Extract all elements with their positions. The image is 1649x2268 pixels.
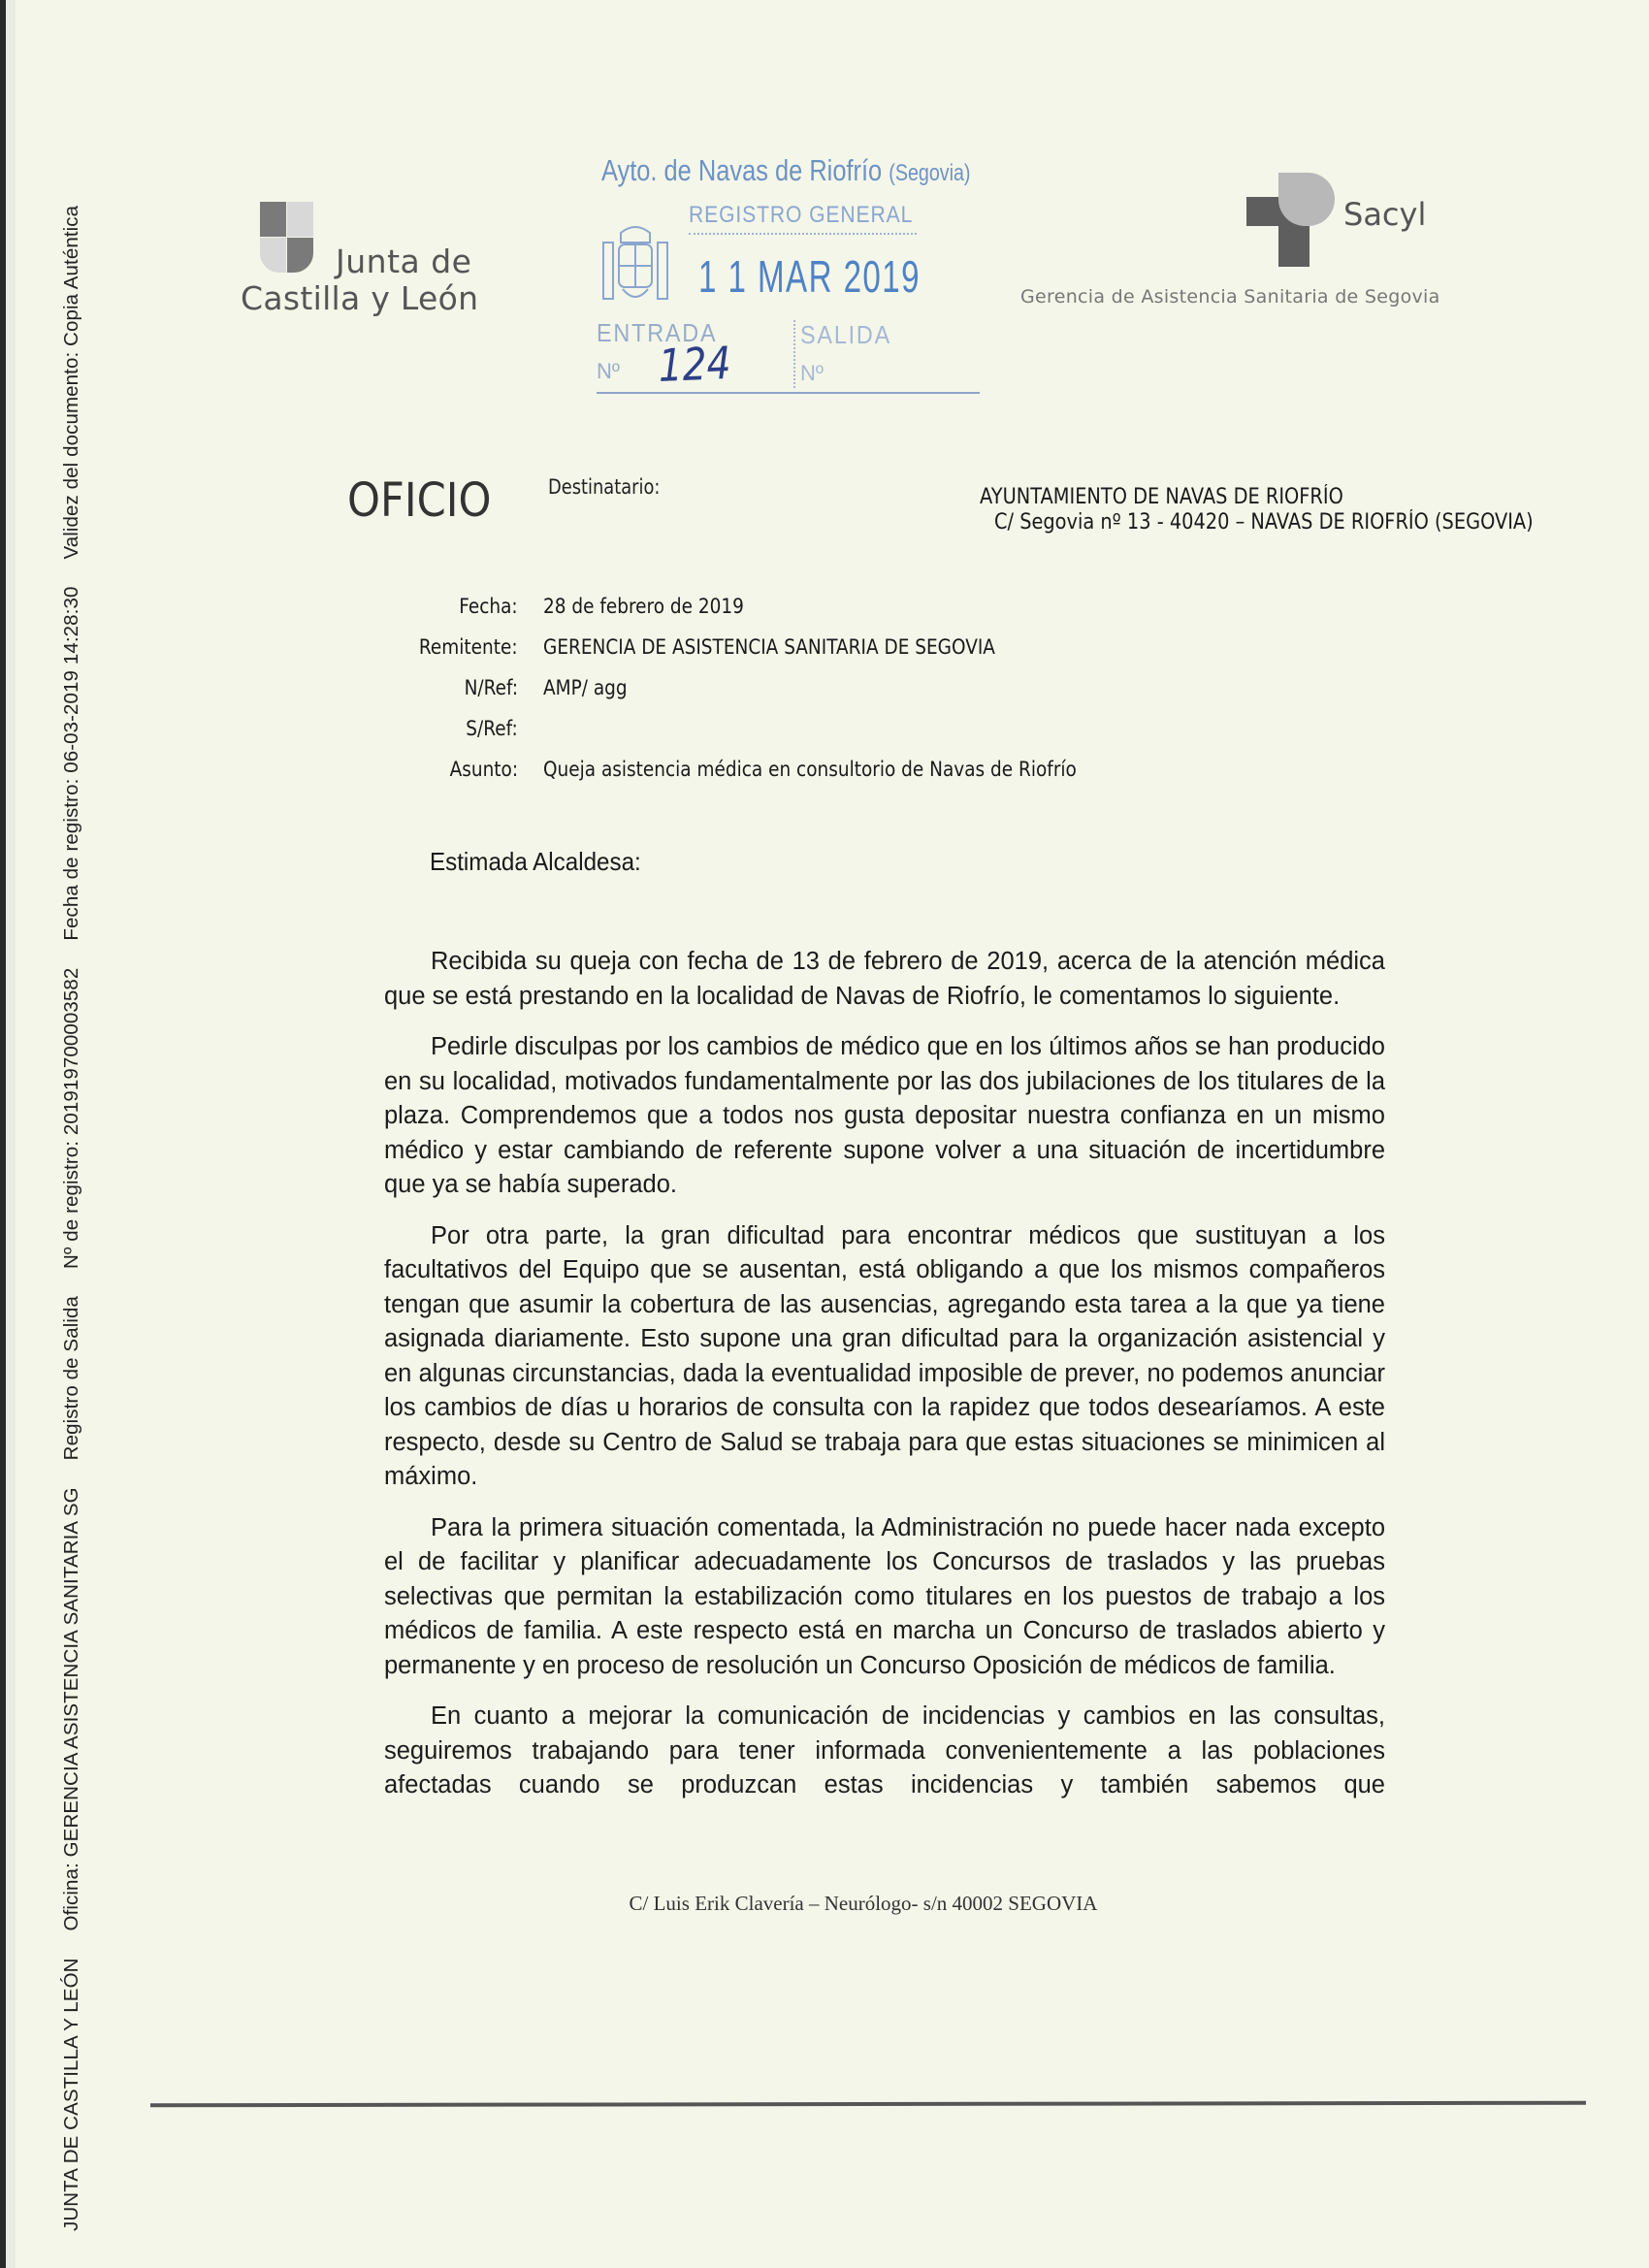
stamp-title [601,153,970,188]
meta-label: N/Ref: [464,676,518,699]
meta-value: AMP/ agg [543,676,628,699]
stamp-subtitle-line [689,233,917,235]
stamp-baseline [597,392,980,394]
stamp-title-suffix: (Segovia) [889,160,971,186]
junta-logo-line1: Junta de [336,243,472,280]
meta-value: GERENCIA DE ASISTENCIA SANITARIA DE SEGOVIA [543,635,995,659]
registry-margin-text [60,178,83,2231]
letter-body [384,945,1385,1820]
stamp-entrada-label: ENTRADA [597,318,718,347]
stamp-salida-no-label: Nº [800,361,824,385]
margin-validity: Validez del documento: Copia Auténtica [60,205,82,560]
stamp-subtitle: REGISTRO GENERAL [689,202,914,228]
stamp-divider [793,320,795,388]
meta-row-asunto [388,758,1261,798]
footer-rule [150,2101,1586,2108]
paragraph: Pedirle disculpas por los cambios de médico que en los últimos años se han producido en su localidad, motivados fundamentalmente por las dos jubilaciones de los titulares de la plaza. Comprendemos que a todos nos gusta depositar nuestra confianza en un mismo médico y estar cambiando de referente supone volver a una situación de incertidumbre que ya se había superado. [384,1033,1385,1198]
stamp-entrada-no-label: Nº [597,359,620,383]
margin-entity: JUNTA DE CASTILLA Y LEÓN [60,1958,82,2231]
meta-label: S/Ref: [466,717,518,740]
margin-office: Oficina: GERENCIA ASISTENCIA SANITARIA SG [60,1487,82,1931]
meta-row-remitente [388,635,1261,676]
paragraph: Por otra parte, la gran dificultad para encontrar médicos que sustituyan a los facultativos del Equipo que se ausentan, está obligando a que los mismos compañeros tengan que asumir la cobertura de las ausencias, agregando esta tarea a la que ya tiene asignada diariamente. Esto supone una gran dificultad para la organización asistencial y en algunas circunstancias, dada la eventualidad imposible de prever, no podemos anunciar los cambios de días u horarios de consulta con la rapidez que todos desearíamos. A este respecto, desde su Centro de Salud se trabaja para que estas situaciones se minimicen al máximo. [384,1221,1385,1490]
spain-coat-of-arms-icon [599,221,672,308]
recipient-label: Destinatario: [548,475,661,499]
meta-value: Queja asistencia médica en consultorio de Navas de Riofrío [543,758,1077,781]
letter-metadata [388,595,1261,798]
meta-row-fecha [388,595,1261,635]
margin-register-type: Registro de Salida [60,1295,82,1461]
stamp-salida-label: SALIDA [800,320,892,349]
junta-logo [241,198,483,317]
meta-label: Remitente: [419,635,518,659]
castilla-leon-shield-icon [260,202,314,274]
salutation: Estimada Alcaldesa: [430,847,641,876]
margin-register-number: Nº de registro: 201919700003582 [60,967,82,1269]
footer-address: C/ Luis Erik Clavería – Neurólogo- s/n 40002 SEGOVIA [629,1892,1098,1915]
margin-register-date: Fecha de registro: 06-03-2019 14:28:30 [60,586,82,941]
junta-logo-line2: Castilla y León [241,279,479,317]
meta-value: 28 de febrero de 2019 [543,595,744,618]
stamp-date: 1 1 MAR 2019 [698,251,922,302]
meta-row-nref [388,676,1261,717]
meta-label: Asunto: [449,758,518,781]
registry-stamp [592,153,989,401]
stamp-entry-number: 124 [658,336,732,392]
meta-label: Fecha: [459,595,518,618]
paragraph: En cuanto a mejorar la comunicación de incidencias y cambios en las consultas, seguiremos trabajando para tener informada convenientemente a las poblaciones afectadas cuando se produzcan estas incidencias y también sabemos que [384,1702,1385,1798]
sacyl-subtitle: Gerencia de Asistencia Sanitaria de Segovia [1020,286,1440,308]
meta-row-sref [388,717,1261,758]
paragraph: Para la primera situación comentada, la Administración no puede hacer nada excepto el de facilitar y planificar adecuadamente los Concursos de traslados y las pruebas selectivas que permitan la estabilización como titulares en los puestos de trabajo a los médicos de familia. A este respecto está en marcha un Concurso de traslados abierto y permanente y en proceso de resolución un Concurso Oposición de médicos de familia. [384,1513,1385,1679]
sacyl-name: Sacyl [1343,196,1427,233]
scan-edge-margin [6,0,16,2268]
stamp-title-text: Ayto. de Navas de Riofrío [601,153,883,187]
document-type: OFICIO [347,473,492,528]
paragraph: Recibida su queja con fecha de 13 de febrero de 2019, acerca de la atención médica que se está prestando en la localidad de Navas de Riofrío, le comentamos lo siguiente. [384,948,1385,1010]
